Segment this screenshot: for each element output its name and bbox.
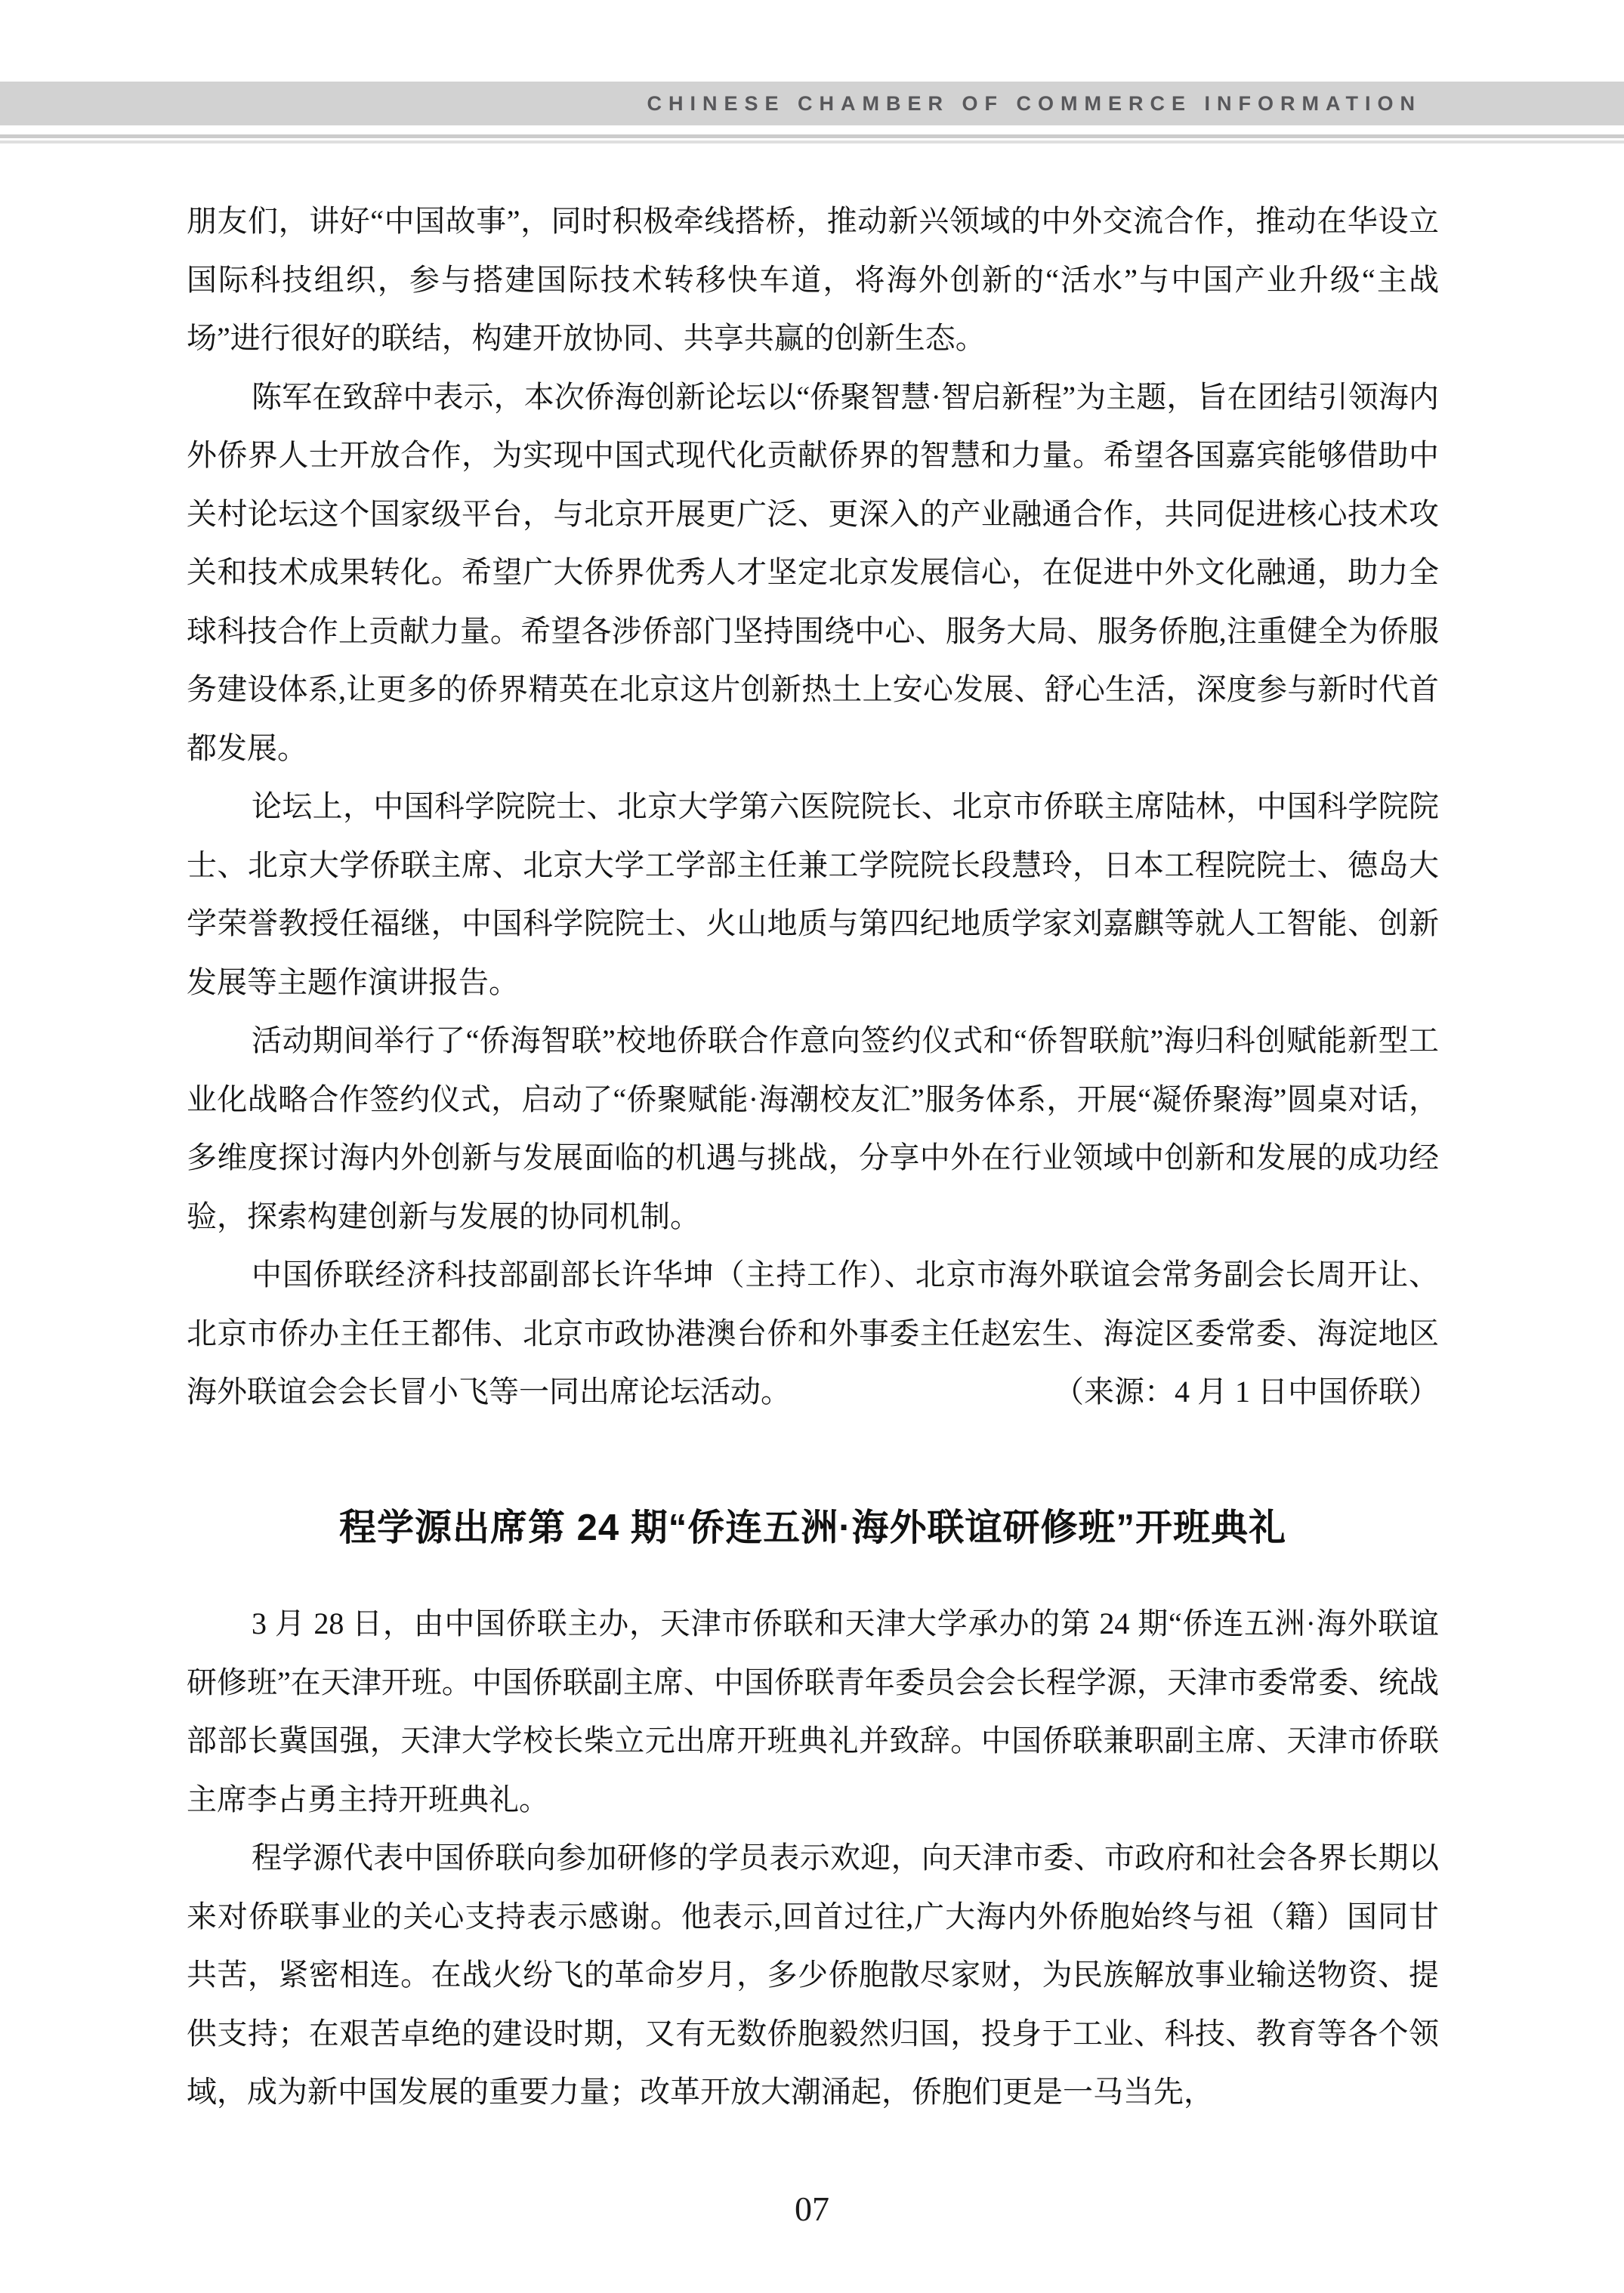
paragraph: 陈军在致辞中表示，本次侨海创新论坛以“侨聚智慧·智启新程”为主题，旨在团结引领海内外侨界人士开放合作，为实现中国式现代化贡献侨界的智慧和力量。希望各国嘉宾能够借助中关村论坛这个国家级平台，与北京开展更广泛、更深入的产业融通合作，共同促进核心技术攻关和技术成果转化。希望广大侨界优秀人才坚定北京发展信心，在促进中外文化融通，助力全球科技合作上贡献力量。希望各涉侨部门坚持围绕中心、服务大局、服务侨胞,注重健全为侨服务建设体系,让更多的侨界精英在北京这片创新热土上安心发展、舒心生活，深度参与新时代首都发展。: [187, 379, 1439, 765]
header-banner: [0, 82, 1624, 125]
paragraph: 活动期间举行了“侨海智联”校地侨联合作意向签约仪式和“侨智联航”海归科创赋能新型工业化战略合作签约仪式，启动了“侨聚赋能·海潮校友汇”服务体系，开展“凝侨聚海”圆桌对话，多维度探讨海内外创新与发展面临的机遇与挑战，分享中外在行业领域中创新和发展的成功经验，探索构建创新与发展的协同机制。: [187, 1023, 1439, 1233]
paragraph: 程学源代表中国侨联向参加研修的学员表示欢迎，向天津市委、市政府和社会各界长期以来对侨联事业的关心支持表示感谢。他表示,回首过往,广大海内外侨胞始终与祖（籍）国同甘共苦，紧密相连。在战火纷飞的革命岁月，多少侨胞散尽家财，为民族解放事业输送物资、提供支持；在艰苦卓绝的建设时期，又有无数侨胞毅然归国，投身于工业、科技、教育等各个领域，成为新中国发展的重要力量；改革开放大潮涌起，侨胞们更是一马当先，: [187, 1841, 1439, 2109]
article-2-body: [187, 1594, 1439, 2122]
header-banner-title: CHINESE CHAMBER OF COMMERCE INFORMATION: [647, 92, 1422, 115]
paragraph: [187, 1245, 1439, 1421]
source-attribution: （来源：4 月 1 日中国侨联）: [1054, 1375, 1439, 1409]
article-2-title: 程学源出席第 24 期“侨连五洲·海外联谊研修班”开班典礼: [338, 1508, 1287, 1548]
header-rule-bottom: [0, 140, 1624, 144]
paragraph: 论坛上，中国科学院院士、北京大学第六医院院长、北京市侨联主席陆林，中国科学院院士、北京大学侨联主席、北京大学工学部主任兼工学院院长段慧玲，日本工程院院士、德岛大学荣誉教授任福继，中国科学院院士、火山地质与第四纪地质学家刘嘉麒等就人工智能、创新发展等主题作演讲报告。: [187, 789, 1439, 999]
paragraph-text: 中国侨联经济科技部副部长许华坤（主持工作）、北京市海外联谊会常务副会长周开让、北京市侨办主任王都伟、北京市政协港澳台侨和外事委主任赵宏生、海淀区委常委、海淀地区海外联谊会会长冒小飞等一同出席论坛活动。: [187, 1258, 1439, 1409]
header-rule-top: [0, 134, 1624, 138]
article-1-body: [187, 192, 1439, 1421]
paragraph: 3 月 28 日，由中国侨联主办，天津市侨联和天津大学承办的第 24 期“侨连五洲·海外联谊研修班”在天津开班。中国侨联副主席、中国侨联青年委员会会长程学源，天津市委常委、统战部部长冀国强，天津大学校长柴立元出席开班典礼并致辞。中国侨联兼职副主席、天津市侨联主席李占勇主持开班典礼。: [187, 1606, 1439, 1816]
page-number: 07: [795, 2190, 829, 2228]
paragraph: 朋友们，讲好“中国故事”，同时积极牵线搭桥，推动新兴领域的中外交流合作，推动在华设立国际科技组织，参与搭建国际技术转移快车道，将海外创新的“活水”与中国产业升级“主战场”进行很好的联结，构建开放协同、共享共赢的创新生态。: [187, 204, 1439, 355]
